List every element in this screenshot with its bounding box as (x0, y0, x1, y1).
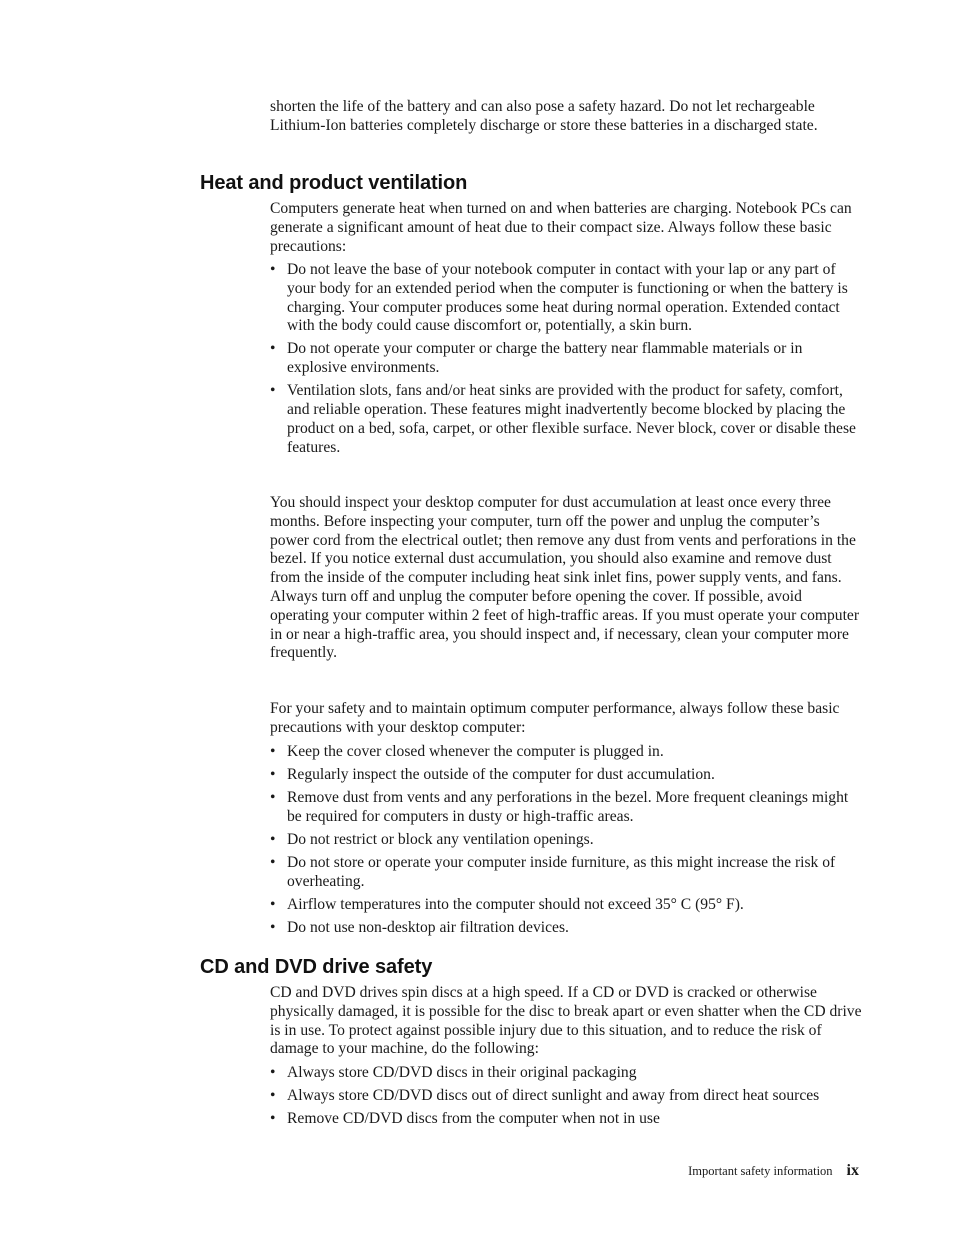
list-item (270, 854, 862, 892)
page-footer (688, 1162, 859, 1180)
list-item-text: Ventilation slots, fans and/or heat sinks are provided with the product for safety, comfort, and reliable operation. These features might inadvertently become blocked by placing the product on a bed, sofa, carpet, or other flexible surface. Never block, cover or disable these features. (287, 382, 856, 456)
cd-intro-paragraph: CD and DVD drives spin discs at a high speed. If a CD or DVD is cracked or otherwise physically damaged, it is possible for the disc to break apart or even shatter when the CD drive is in use. To protect against possible injury due to this situation, and to reduce the risk of damage to your machine, do the following: (270, 984, 862, 1058)
list-item-text: Do not restrict or block any ventilation openings. (287, 830, 594, 848)
cd-precautions-list (270, 1064, 862, 1133)
list-item-text: Always store CD/DVD discs in their original packaging (287, 1064, 637, 1081)
bullet-icon: • (270, 340, 276, 358)
intro-paragraph: shorten the life of the battery and can also pose a safety hazard. Do not let rechargeable Lithium-Ion batteries completely discharge or store these batteries in a discharged state. (270, 98, 818, 134)
list-item (270, 1087, 862, 1106)
list-item (270, 919, 862, 938)
list-item-text: Do not use non-desktop air filtration devices. (287, 918, 569, 936)
list-item (270, 340, 862, 378)
bullet-icon: • (270, 261, 276, 278)
heat-precautions-list (270, 261, 862, 462)
list-item (270, 261, 862, 336)
heat-intro-paragraph: Computers generate heat when turned on and when batteries are charging. Notebook PCs can generate a significant amount of heat due to their compact size. Always follow these basic precautions: (270, 200, 852, 255)
list-item-text: Do not store or operate your computer inside furniture, as this might increase the risk of overheating. (287, 853, 836, 890)
list-item-text: Do not leave the base of your notebook computer in contact with your lap or any part of your body for an extended period when the computer is functioning or when the battery is charging. Your computer produces some heat during normal operation. Extended contact with the body could cause discomfort or, potentially, a skin burn. (287, 261, 848, 335)
list-item (270, 1110, 862, 1129)
list-item (270, 382, 862, 457)
list-item (270, 831, 862, 850)
list-item (270, 743, 862, 762)
section-heading-heat: Heat and product ventilation (200, 172, 468, 194)
bullet-icon: • (270, 788, 276, 806)
bullet-icon: • (270, 382, 276, 400)
bullet-icon: • (270, 1109, 276, 1127)
list-item (270, 896, 862, 915)
bullet-icon: • (270, 1086, 276, 1104)
bullet-icon: • (270, 853, 276, 871)
list-item (270, 789, 862, 827)
list-item-text: Remove dust from vents and any perforations in the bezel. More frequent cleanings might be required for computers in dusty or high-traffic areas. (287, 788, 849, 825)
bullet-icon: • (270, 895, 276, 913)
desktop-precautions-list (270, 743, 862, 941)
list-item (270, 1064, 862, 1083)
bullet-icon: • (270, 765, 276, 783)
list-item-text: Airflow temperatures into the computer should not exceed 35° C (95° F). (287, 895, 744, 913)
list-item-text: Do not operate your computer or charge the battery near flammable materials or in explosive environments. (287, 340, 803, 377)
desktop-intro-paragraph: For your safety and to maintain optimum computer performance, always follow these basic precautions with your desktop computer: (270, 700, 840, 736)
page-number: ix (846, 1162, 859, 1179)
list-item-text: Remove CD/DVD discs from the computer when not in use (287, 1109, 660, 1127)
bullet-icon: • (270, 918, 276, 936)
bullet-icon: • (270, 1064, 276, 1081)
list-item-text: Always store CD/DVD discs out of direct sunlight and away from direct heat sources (287, 1086, 820, 1104)
bullet-icon: • (270, 743, 276, 760)
bullet-icon: • (270, 830, 276, 848)
list-item-text: Regularly inspect the outside of the computer for dust accumulation. (287, 765, 715, 783)
footer-label: Important safety information (688, 1164, 833, 1178)
list-item (270, 766, 862, 785)
section-heading-cd-dvd: CD and DVD drive safety (200, 956, 433, 978)
dust-inspection-paragraph: You should inspect your desktop computer for dust accumulation at least once every three months. Before inspecting your computer, turn off the power and unplug the computer’s power cord from the electrical outlet; then remove any dust from vents and perforations in the bezel. If you notice external dust accumulation, you should also examine and remove dust from the inside of the computer including heat sink inlet fins, power supply vents, and fans. Always turn off and unplug the computer before opening the cover. If possible, avoid operating your computer within 2 feet of high-traffic areas. If you must operate your computer in or near a high-traffic area, you should inspect and, if necessary, clean your computer more frequently. (270, 494, 860, 662)
list-item-text: Keep the cover closed whenever the computer is plugged in. (287, 743, 664, 760)
